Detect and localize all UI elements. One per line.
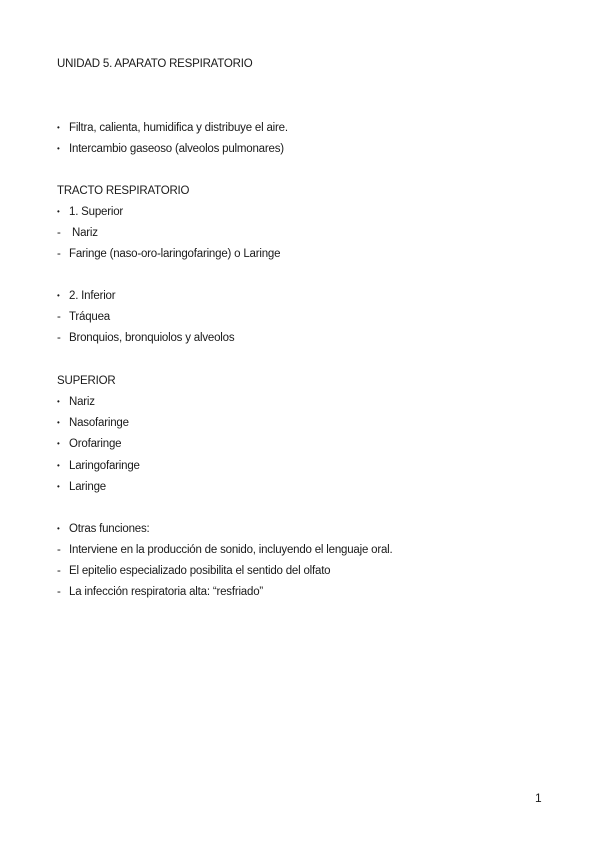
list-item bbox=[57, 522, 150, 536]
sub-list-item bbox=[57, 226, 98, 240]
bullet-icon: • bbox=[57, 418, 60, 427]
bullet-icon: • bbox=[57, 439, 60, 448]
list-item bbox=[57, 437, 121, 451]
sub-list-item-text: Tráquea bbox=[69, 311, 111, 323]
bullet-icon: • bbox=[57, 524, 60, 533]
dash-icon: - bbox=[57, 565, 61, 577]
list-item-text: Filtra, calienta, humidifica y distribuye el aire. bbox=[69, 122, 288, 134]
sub-list-item bbox=[57, 331, 234, 345]
bullet-icon: • bbox=[57, 482, 60, 491]
list-item bbox=[57, 289, 115, 303]
list-item-text: 1. Superior bbox=[69, 206, 124, 218]
list-item-text: Orofaringe bbox=[69, 438, 122, 450]
bullet-icon: • bbox=[57, 397, 60, 406]
list-item bbox=[57, 142, 284, 156]
bullet-icon: • bbox=[57, 291, 60, 300]
sub-list-item-text: Faringe (naso-oro-laringofaringe) o Laringe bbox=[69, 248, 281, 260]
list-item-text: Laringe bbox=[69, 481, 106, 493]
sub-list-item bbox=[57, 564, 330, 578]
dash-icon: - bbox=[57, 544, 61, 556]
list-item bbox=[57, 480, 106, 494]
dash-icon: - bbox=[57, 227, 61, 239]
document-title: UNIDAD 5. APARATO RESPIRATORIO bbox=[57, 58, 253, 70]
list-item-text: Nariz bbox=[69, 396, 95, 408]
list-item-text: Intercambio gaseoso (alveolos pulmonares) bbox=[69, 143, 284, 155]
list-item-text: Laringofaringe bbox=[69, 460, 140, 472]
sub-list-item-text: El epitelio especializado posibilita el sentido del olfato bbox=[69, 565, 331, 577]
bullet-icon: • bbox=[57, 144, 60, 153]
list-item bbox=[57, 416, 129, 430]
sub-list-item bbox=[57, 247, 280, 261]
sub-list-item-text: Bronquios, bronquiolos y alveolos bbox=[69, 332, 235, 344]
page-number: 1 bbox=[535, 791, 542, 805]
section-heading-superior: SUPERIOR bbox=[57, 375, 116, 387]
list-item-text: 2. Inferior bbox=[69, 290, 116, 302]
list-item-text: Otras funciones: bbox=[69, 523, 150, 535]
sub-list-item-text: Nariz bbox=[69, 227, 98, 239]
sub-list-item-text: Interviene en la producción de sonido, incluyendo el lenguaje oral. bbox=[69, 544, 393, 556]
list-item bbox=[57, 395, 95, 409]
list-item-text: Nasofaringe bbox=[69, 417, 129, 429]
dash-icon: - bbox=[57, 311, 61, 323]
list-item bbox=[57, 205, 123, 219]
list-item bbox=[57, 121, 288, 135]
section-heading-tracto: TRACTO RESPIRATORIO bbox=[57, 185, 190, 197]
bullet-icon: • bbox=[57, 207, 60, 216]
sub-list-item-text: La infección respiratoria alta: “resfriado” bbox=[69, 586, 264, 598]
list-item bbox=[57, 459, 140, 473]
bullet-icon: • bbox=[57, 461, 60, 470]
sub-list-item bbox=[57, 585, 263, 599]
sub-list-item bbox=[57, 543, 393, 557]
bullet-icon: • bbox=[57, 123, 60, 132]
dash-icon: - bbox=[57, 248, 61, 260]
sub-list-item bbox=[57, 310, 110, 324]
dash-icon: - bbox=[57, 586, 61, 598]
dash-icon: - bbox=[57, 332, 61, 344]
